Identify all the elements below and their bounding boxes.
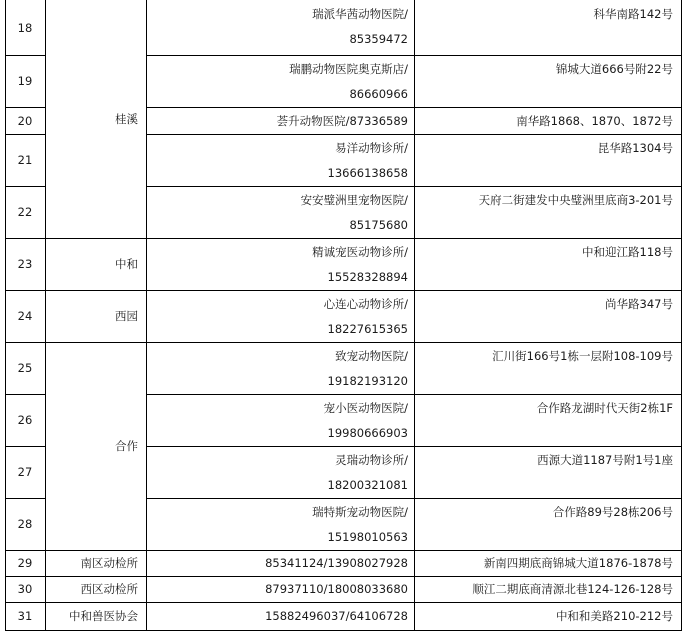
clinic-phone: 13666138658 bbox=[327, 166, 408, 180]
clinic-phone: 15528328894 bbox=[327, 270, 408, 284]
grid-hline bbox=[45, 238, 146, 239]
clinic-address: 合作路龙湖时代天街2栋1F bbox=[536, 401, 673, 415]
clinic-name: 瑞派华茜动物医院/ bbox=[312, 7, 408, 21]
row-number: 19 bbox=[17, 74, 33, 88]
grid-hline bbox=[5, 55, 45, 56]
district-name: 中和兽医协会 bbox=[69, 609, 138, 623]
clinic-phone: 86660966 bbox=[349, 87, 408, 101]
clinic-address: 西源大道1187号附1号1座 bbox=[537, 453, 673, 467]
clinic-name: 精诚宠医动物诊所/ bbox=[312, 245, 408, 259]
clinic-address: 合作路89号28栋206号 bbox=[552, 505, 673, 519]
row-number: 23 bbox=[17, 257, 33, 271]
clinic-address: 顺江二期底商清源北巷124-126-128号 bbox=[472, 582, 673, 596]
grid-hline bbox=[5, 107, 45, 108]
clinic-name: 宠小医动物医院/ bbox=[323, 401, 408, 415]
grid-hline bbox=[146, 446, 682, 447]
grid-hline bbox=[146, 55, 682, 56]
clinic-name: 心连心动物诊所/ bbox=[323, 297, 408, 311]
grid-hline bbox=[146, 550, 682, 551]
grid-hline bbox=[146, 394, 682, 395]
grid-hline bbox=[45, 602, 146, 603]
grid-hline bbox=[5, 498, 45, 499]
grid-hline bbox=[146, 498, 682, 499]
grid-hline bbox=[146, 342, 682, 343]
clinic-name: 安安璧洲里宠物医院/ bbox=[300, 193, 408, 207]
row-number: 29 bbox=[17, 556, 33, 570]
clinic-phone: 15198010563 bbox=[327, 530, 408, 544]
clinic-address: 尚华路347号 bbox=[605, 297, 673, 311]
district-name: 西园 bbox=[115, 309, 138, 323]
row-number: 22 bbox=[17, 205, 33, 219]
row-number: 20 bbox=[17, 113, 33, 128]
grid-hline bbox=[146, 186, 682, 187]
clinic-name: 瑞鹏动物医院奥克斯店/ bbox=[289, 62, 408, 76]
grid-hline bbox=[5, 238, 45, 239]
clinic-contact: 85341124/13908027928 bbox=[265, 556, 408, 570]
grid-vline bbox=[414, 0, 415, 631]
clinic-phone: 18227615365 bbox=[327, 322, 408, 336]
grid-vline bbox=[681, 0, 682, 631]
clinic-phone: 18200321081 bbox=[327, 478, 408, 492]
clinic-name: 灵瑞动物诊所/ bbox=[335, 453, 408, 467]
clinic-address: 中和和美路210-212号 bbox=[555, 609, 673, 623]
grid-hline bbox=[45, 630, 146, 631]
clinic-phone: 19182193120 bbox=[327, 374, 408, 388]
grid-hline bbox=[5, 394, 45, 395]
clinic-contact: 荟升动物医院/87336589 bbox=[276, 113, 408, 128]
clinic-address: 汇川街166号1栋一层附108-109号 bbox=[492, 349, 673, 363]
grid-hline bbox=[5, 342, 45, 343]
clinic-name: 瑞特斯宠动物医院/ bbox=[312, 505, 408, 519]
row-number: 21 bbox=[17, 153, 33, 167]
clinic-address: 南华路1868、1870、1872号 bbox=[516, 113, 673, 128]
grid-hline bbox=[5, 602, 45, 603]
grid-hline bbox=[45, 550, 146, 551]
clinic-phone: 85175680 bbox=[349, 218, 408, 232]
district-name: 合作 bbox=[115, 439, 138, 453]
grid-hline bbox=[5, 186, 45, 187]
row-number: 30 bbox=[17, 582, 33, 596]
clinic-phone: 19980666903 bbox=[327, 426, 408, 440]
grid-hline bbox=[146, 107, 682, 108]
grid-hline bbox=[146, 576, 682, 577]
grid-hline bbox=[146, 134, 682, 135]
grid-hline bbox=[146, 290, 682, 291]
grid-hline bbox=[5, 290, 45, 291]
clinic-address: 昆华路1304号 bbox=[597, 141, 673, 155]
district-name: 桂溪 bbox=[115, 112, 138, 126]
clinic-address: 天府二街建发中央璧洲里底商3-201号 bbox=[478, 193, 673, 207]
grid-hline bbox=[45, 576, 146, 577]
row-number: 26 bbox=[17, 413, 33, 427]
row-number: 25 bbox=[17, 361, 33, 375]
clinic-address: 科华南路142号 bbox=[593, 7, 673, 21]
row-number: 27 bbox=[17, 465, 33, 479]
district-name: 南区动检所 bbox=[80, 556, 138, 570]
grid-hline bbox=[5, 630, 45, 631]
clinic-address: 中和迎江路118号 bbox=[582, 245, 673, 259]
row-number: 31 bbox=[17, 609, 33, 623]
row-number: 24 bbox=[17, 309, 33, 323]
clinic-address: 新南四期底商锦城大道1876-1878号 bbox=[483, 556, 673, 570]
clinic-contact: 15882496037/64106728 bbox=[265, 609, 408, 623]
grid-hline bbox=[146, 238, 682, 239]
district-name: 中和 bbox=[115, 257, 138, 271]
row-number: 28 bbox=[17, 517, 33, 531]
clinic-contact: 87937110/18008033680 bbox=[265, 582, 408, 596]
grid-hline bbox=[5, 550, 45, 551]
clinic-name: 致宠动物医院/ bbox=[335, 349, 408, 363]
grid-hline bbox=[146, 602, 682, 603]
clinic-phone: 85359472 bbox=[349, 32, 408, 46]
grid-hline bbox=[5, 134, 45, 135]
grid-hline bbox=[5, 446, 45, 447]
row-number: 18 bbox=[17, 20, 33, 35]
grid-hline bbox=[45, 342, 146, 343]
grid-hline bbox=[5, 576, 45, 577]
clinic-name: 易洋动物诊所/ bbox=[335, 141, 408, 155]
clinic-address: 锦城大道666号附22号 bbox=[555, 62, 673, 76]
district-name: 西区动检所 bbox=[80, 582, 138, 596]
grid-hline bbox=[45, 290, 146, 291]
grid-hline bbox=[146, 630, 682, 631]
